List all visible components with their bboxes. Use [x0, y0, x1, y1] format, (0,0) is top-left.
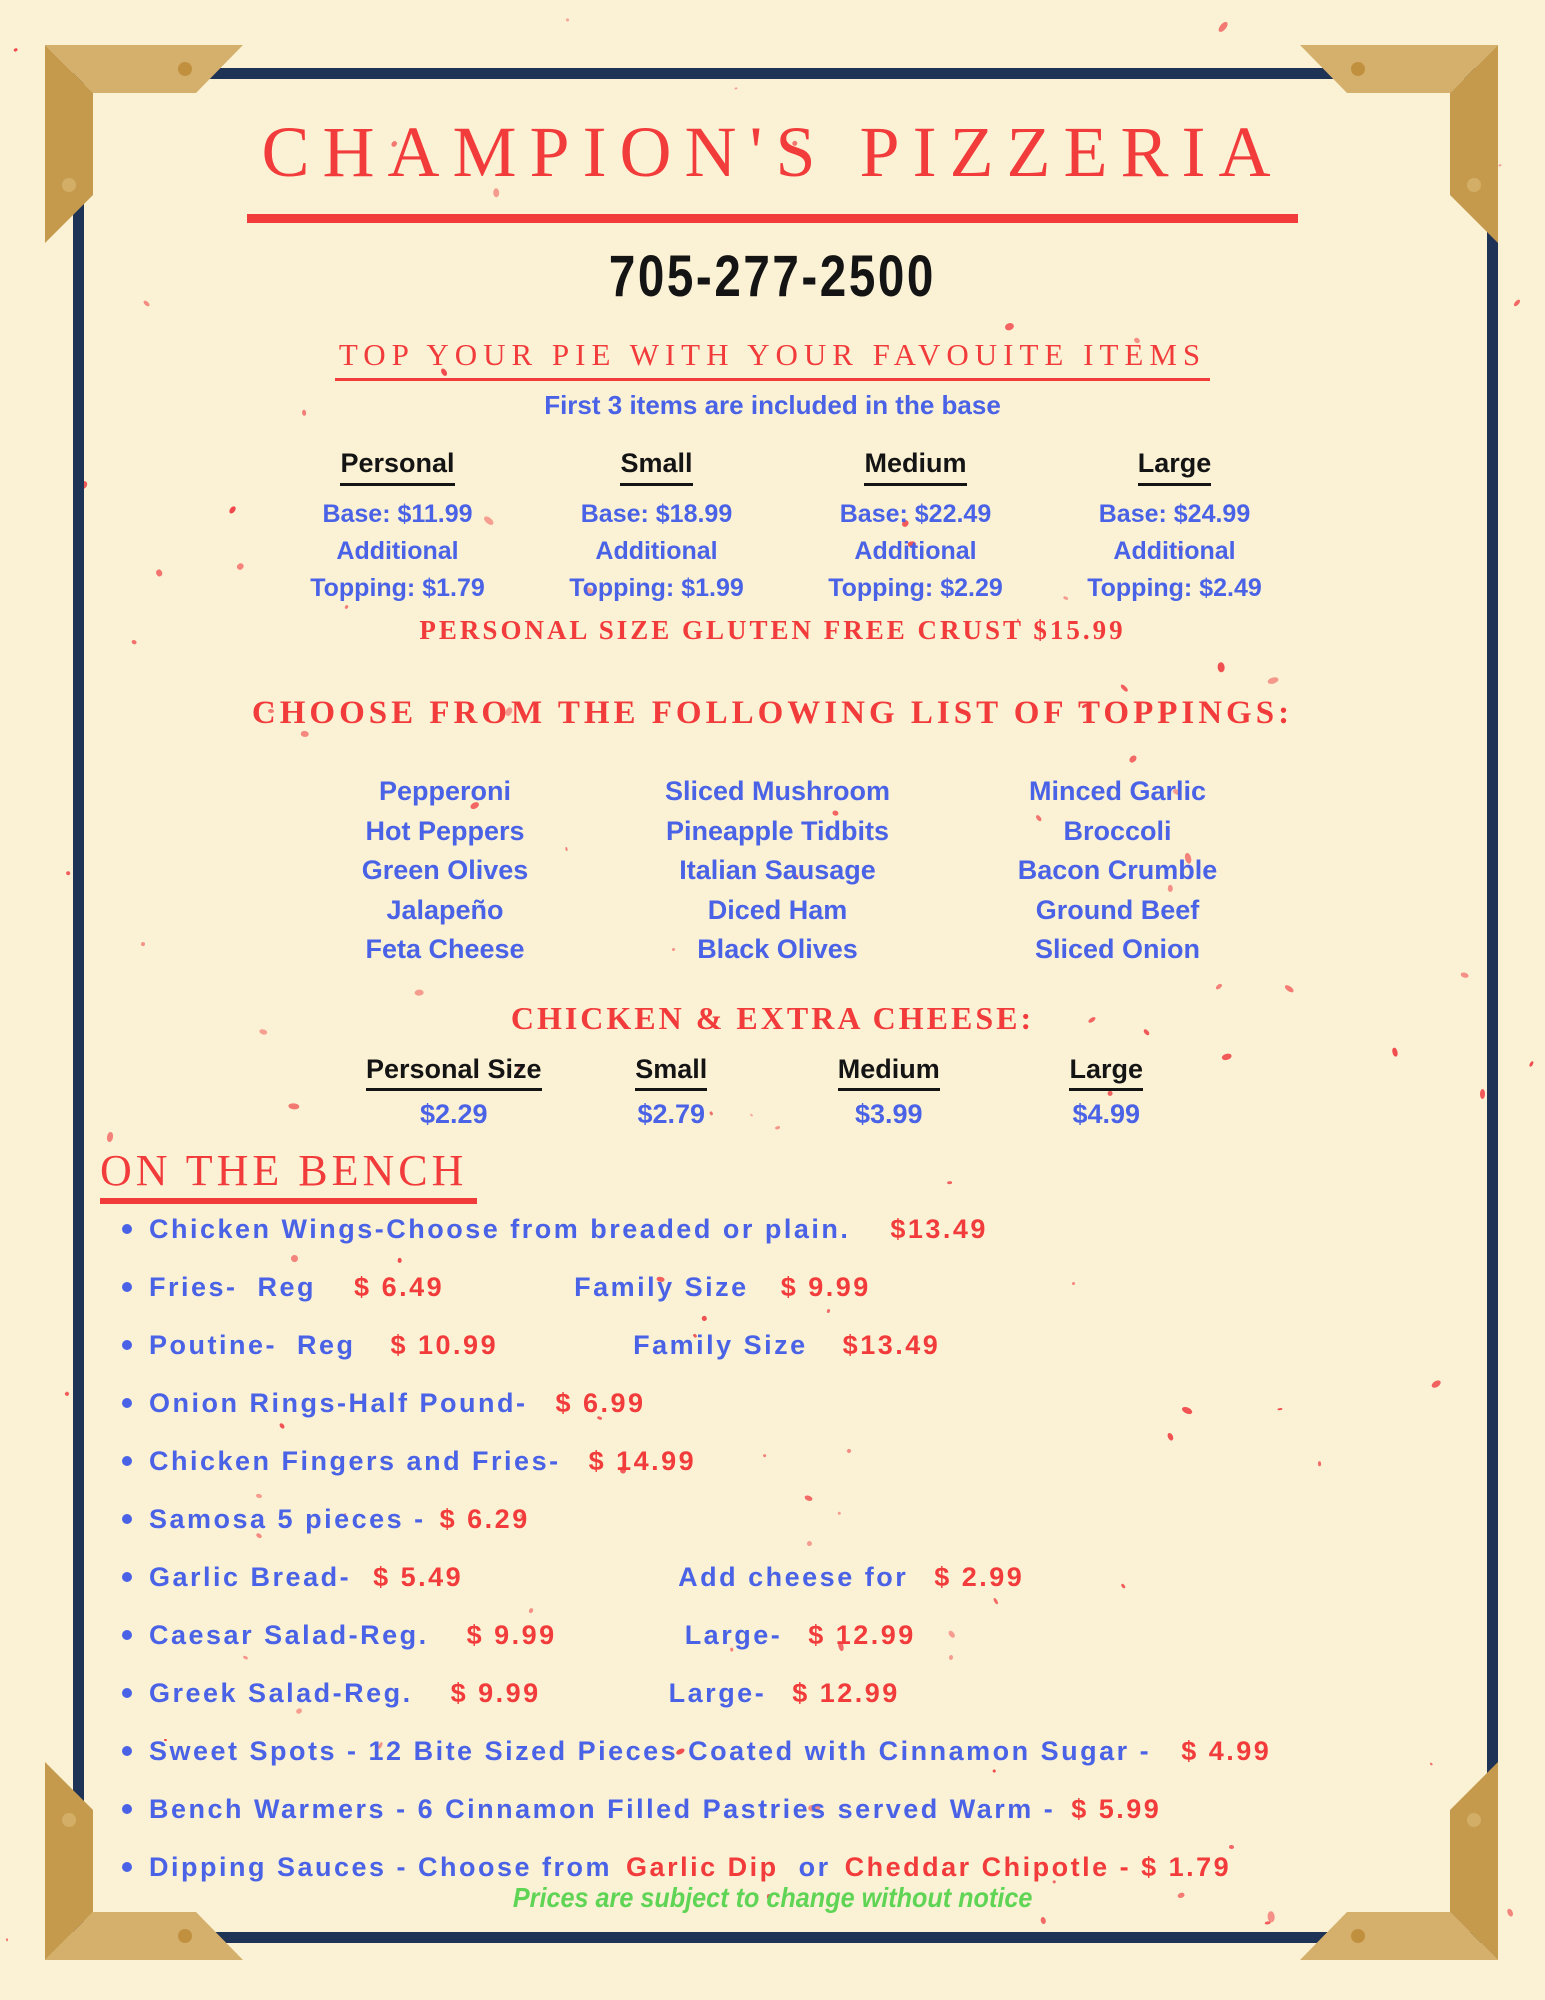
bullet-icon [122, 1398, 132, 1408]
speckle [228, 505, 237, 515]
speckle [236, 561, 245, 570]
pie-note: First 3 items are included in the base [544, 390, 1001, 420]
topping-item: Diced Ham [707, 894, 848, 925]
bench-item [122, 1664, 1462, 1722]
speckle [80, 480, 89, 490]
bullet-icon [122, 1688, 132, 1698]
size-line: Base: $22.49 [839, 500, 992, 528]
speckle [1528, 1061, 1534, 1067]
item-price: $13.49 [890, 1213, 988, 1244]
item-text: Chicken Fingers and Fries- [149, 1445, 561, 1476]
item-price: $13.49 [842, 1329, 941, 1360]
item-text: Greek Salad-Reg. [149, 1677, 413, 1708]
size-line: Additional [1113, 537, 1236, 565]
gluten-free-note: PERSONAL SIZE GLUTEN FREE CRUST $15.99 [419, 615, 1126, 645]
speckle [1040, 1917, 1046, 1925]
size-name: Small [620, 446, 692, 486]
bullet-icon [122, 1862, 132, 1872]
topping-item: Italian Sausage [679, 855, 876, 885]
price-disclaimer: Prices are subject to change without notice [512, 1882, 1033, 1913]
speckle [1215, 982, 1223, 989]
speckle [106, 1131, 113, 1142]
speckle [947, 1181, 952, 1184]
speckle [65, 870, 70, 876]
restaurant-name: CHAMPION'S PIZZERIA [247, 112, 1297, 223]
item-text: Onion Rings-Half Pound- [149, 1387, 528, 1418]
size-column [786, 446, 1045, 607]
speckle [1480, 1089, 1485, 1099]
size-line: Topping: $1.79 [310, 574, 485, 602]
speckle [735, 87, 738, 90]
topping-item: Pepperoni [378, 776, 512, 806]
footer-note-wrap [0, 1882, 1545, 1914]
speckle [14, 47, 19, 52]
extras-size-price: $2.79 [637, 1099, 706, 1129]
topping-item: Bacon Crumble [1017, 855, 1218, 885]
speckle [288, 1103, 299, 1110]
size-line: Additional [336, 537, 459, 565]
topping-column [610, 772, 945, 970]
extras-size-name: Personal Size [366, 1053, 542, 1091]
bench-list [122, 1200, 1462, 1896]
item-price: $ 9.99 [450, 1677, 541, 1708]
topping-item: Broccoli [1063, 815, 1172, 846]
extras-size-column [345, 1053, 563, 1130]
size-name: Medium [864, 446, 966, 486]
extras-size-column [780, 1053, 998, 1130]
bullet-icon [122, 1804, 132, 1814]
bench-item [122, 1374, 1462, 1432]
item-price: $ 4.99 [1181, 1735, 1272, 1766]
item-text: or [798, 1851, 831, 1882]
bullet-icon [122, 1572, 132, 1582]
topping-item: Feta Cheese [365, 934, 525, 964]
bullet-icon [122, 1340, 132, 1350]
extras-size-column [563, 1053, 781, 1130]
bench-heading: ON THE BENCH [100, 1148, 477, 1204]
speckle [65, 1391, 71, 1397]
item-price: $ 6.29 [439, 1503, 530, 1534]
item-price: $ 6.49 [354, 1271, 445, 1302]
size-line: Base: $18.99 [580, 500, 733, 528]
item-price: $ 10.99 [390, 1329, 499, 1360]
bench-item [122, 1432, 1462, 1490]
item-price: $ 12.99 [808, 1619, 916, 1650]
pie-heading: TOP YOUR PIE WITH YOUR FAVOUITE ITEMS [335, 336, 1210, 381]
toppings-grid [280, 772, 1290, 970]
bench-item [122, 1258, 1462, 1316]
extras-size-column [998, 1053, 1216, 1130]
bullet-icon [122, 1746, 132, 1756]
topping-item: Jalapeño [386, 894, 504, 925]
item-text: Family Size [574, 1271, 749, 1302]
size-column [1045, 446, 1304, 607]
topping-column [280, 772, 610, 970]
item-text: Large- [668, 1677, 767, 1708]
item-text: Garlic Bread- [149, 1561, 352, 1592]
speckle [1222, 1053, 1233, 1061]
extras-size-price: $2.29 [419, 1099, 488, 1129]
item-text: Sweet Spots - 12 Bite Sized Pieces Coated with Cinnamon Sugar - [149, 1735, 1152, 1766]
bullet-icon [122, 1514, 132, 1524]
item-text: Family Size [633, 1329, 808, 1360]
item-price: $ 6.99 [555, 1387, 646, 1418]
speckle [414, 989, 424, 995]
item-text: Samosa 5 pieces - [149, 1503, 426, 1534]
size-column [268, 446, 527, 607]
bench-item [122, 1606, 1462, 1664]
speckle [1217, 662, 1225, 673]
pizza-size-table [268, 446, 1304, 607]
topping-item: Sliced Onion [1034, 934, 1201, 964]
item-price: $ 5.99 [1071, 1793, 1162, 1824]
extras-heading: CHICKEN & EXTRA CHEESE: [510, 1000, 1035, 1036]
bench-item [122, 1200, 1462, 1258]
speckle [6, 1938, 8, 1941]
topping-item: Green Olives [361, 855, 529, 885]
item-text: Large- [684, 1619, 783, 1650]
bench-item [122, 1722, 1462, 1780]
size-line: Topping: $2.49 [1087, 574, 1262, 602]
item-price: $ 14.99 [588, 1445, 697, 1476]
bench-item [122, 1548, 1462, 1606]
bullet-icon [122, 1224, 132, 1234]
speckle [1495, 1387, 1497, 1389]
speckle [1264, 1921, 1270, 1925]
size-name: Large [1138, 446, 1212, 486]
item-price: $ 5.49 [373, 1561, 464, 1592]
topping-item: Hot Peppers [365, 815, 525, 846]
extras-size-name: Small [635, 1053, 707, 1091]
phone-number: 705-277-2500 [608, 242, 937, 309]
extras-size-price: $4.99 [1072, 1099, 1141, 1129]
item-text: Bench Warmers - 6 Cinnamon Filled Pastries served Warm - [149, 1793, 1056, 1824]
item-text: Caesar Salad-Reg. [149, 1619, 429, 1650]
item-text: Fries- Reg [149, 1271, 317, 1302]
bench-item [122, 1316, 1462, 1374]
speckle [1119, 684, 1128, 693]
topping-item: Pineapple Tidbits [665, 815, 890, 846]
item-price: $ 2.99 [934, 1561, 1025, 1592]
size-line: Additional [595, 537, 718, 565]
speckle [1217, 21, 1230, 34]
bullet-icon [122, 1456, 132, 1466]
bullet-icon [122, 1630, 132, 1640]
size-line: Base: $24.99 [1098, 500, 1251, 528]
topping-item: Sliced Mushroom [664, 776, 891, 806]
speckle [1004, 322, 1015, 331]
item-price: Cheddar Chipotle - $ 1.79 [844, 1851, 1232, 1882]
topping-item: Minced Garlic [1028, 776, 1207, 806]
speckle [155, 568, 162, 576]
extras-size-table [345, 1053, 1215, 1130]
speckle [1267, 676, 1279, 685]
speckle [1392, 1048, 1398, 1057]
speckle [1284, 984, 1295, 994]
bench-item [122, 1780, 1462, 1838]
item-price: $ 12.99 [792, 1677, 900, 1708]
toppings-heading: CHOOSE FROM THE FOLLOWING LIST OF TOPPINGS: [251, 695, 1294, 731]
bullet-icon [122, 1282, 132, 1292]
speckle [1128, 754, 1138, 764]
item-text: Add cheese for [678, 1561, 909, 1592]
item-text: Dipping Sauces - Choose from [149, 1851, 613, 1882]
size-line: Base: $11.99 [322, 500, 473, 528]
speckle [1460, 972, 1469, 979]
size-name: Personal [340, 446, 454, 486]
extras-size-price: $3.99 [854, 1099, 923, 1129]
speckle [565, 18, 569, 22]
item-price: Garlic Dip [626, 1851, 779, 1882]
speckle [141, 942, 146, 947]
topping-column [945, 772, 1290, 970]
item-price: $ 9.99 [780, 1271, 871, 1302]
bench-item [122, 1490, 1462, 1548]
item-text: Chicken Wings-Choose from breaded or plain. [149, 1213, 851, 1244]
size-line: Additional [854, 537, 977, 565]
extras-size-name: Medium [838, 1053, 940, 1091]
extras-size-name: Large [1069, 1053, 1143, 1091]
size-column [527, 446, 786, 607]
size-line: Topping: $1.99 [569, 574, 744, 602]
item-text: Poutine- Reg [149, 1329, 356, 1360]
topping-item: Black Olives [697, 934, 858, 964]
item-price: $ 9.99 [466, 1619, 557, 1650]
size-line: Topping: $2.29 [828, 574, 1003, 602]
topping-item: Ground Beef [1035, 894, 1200, 925]
